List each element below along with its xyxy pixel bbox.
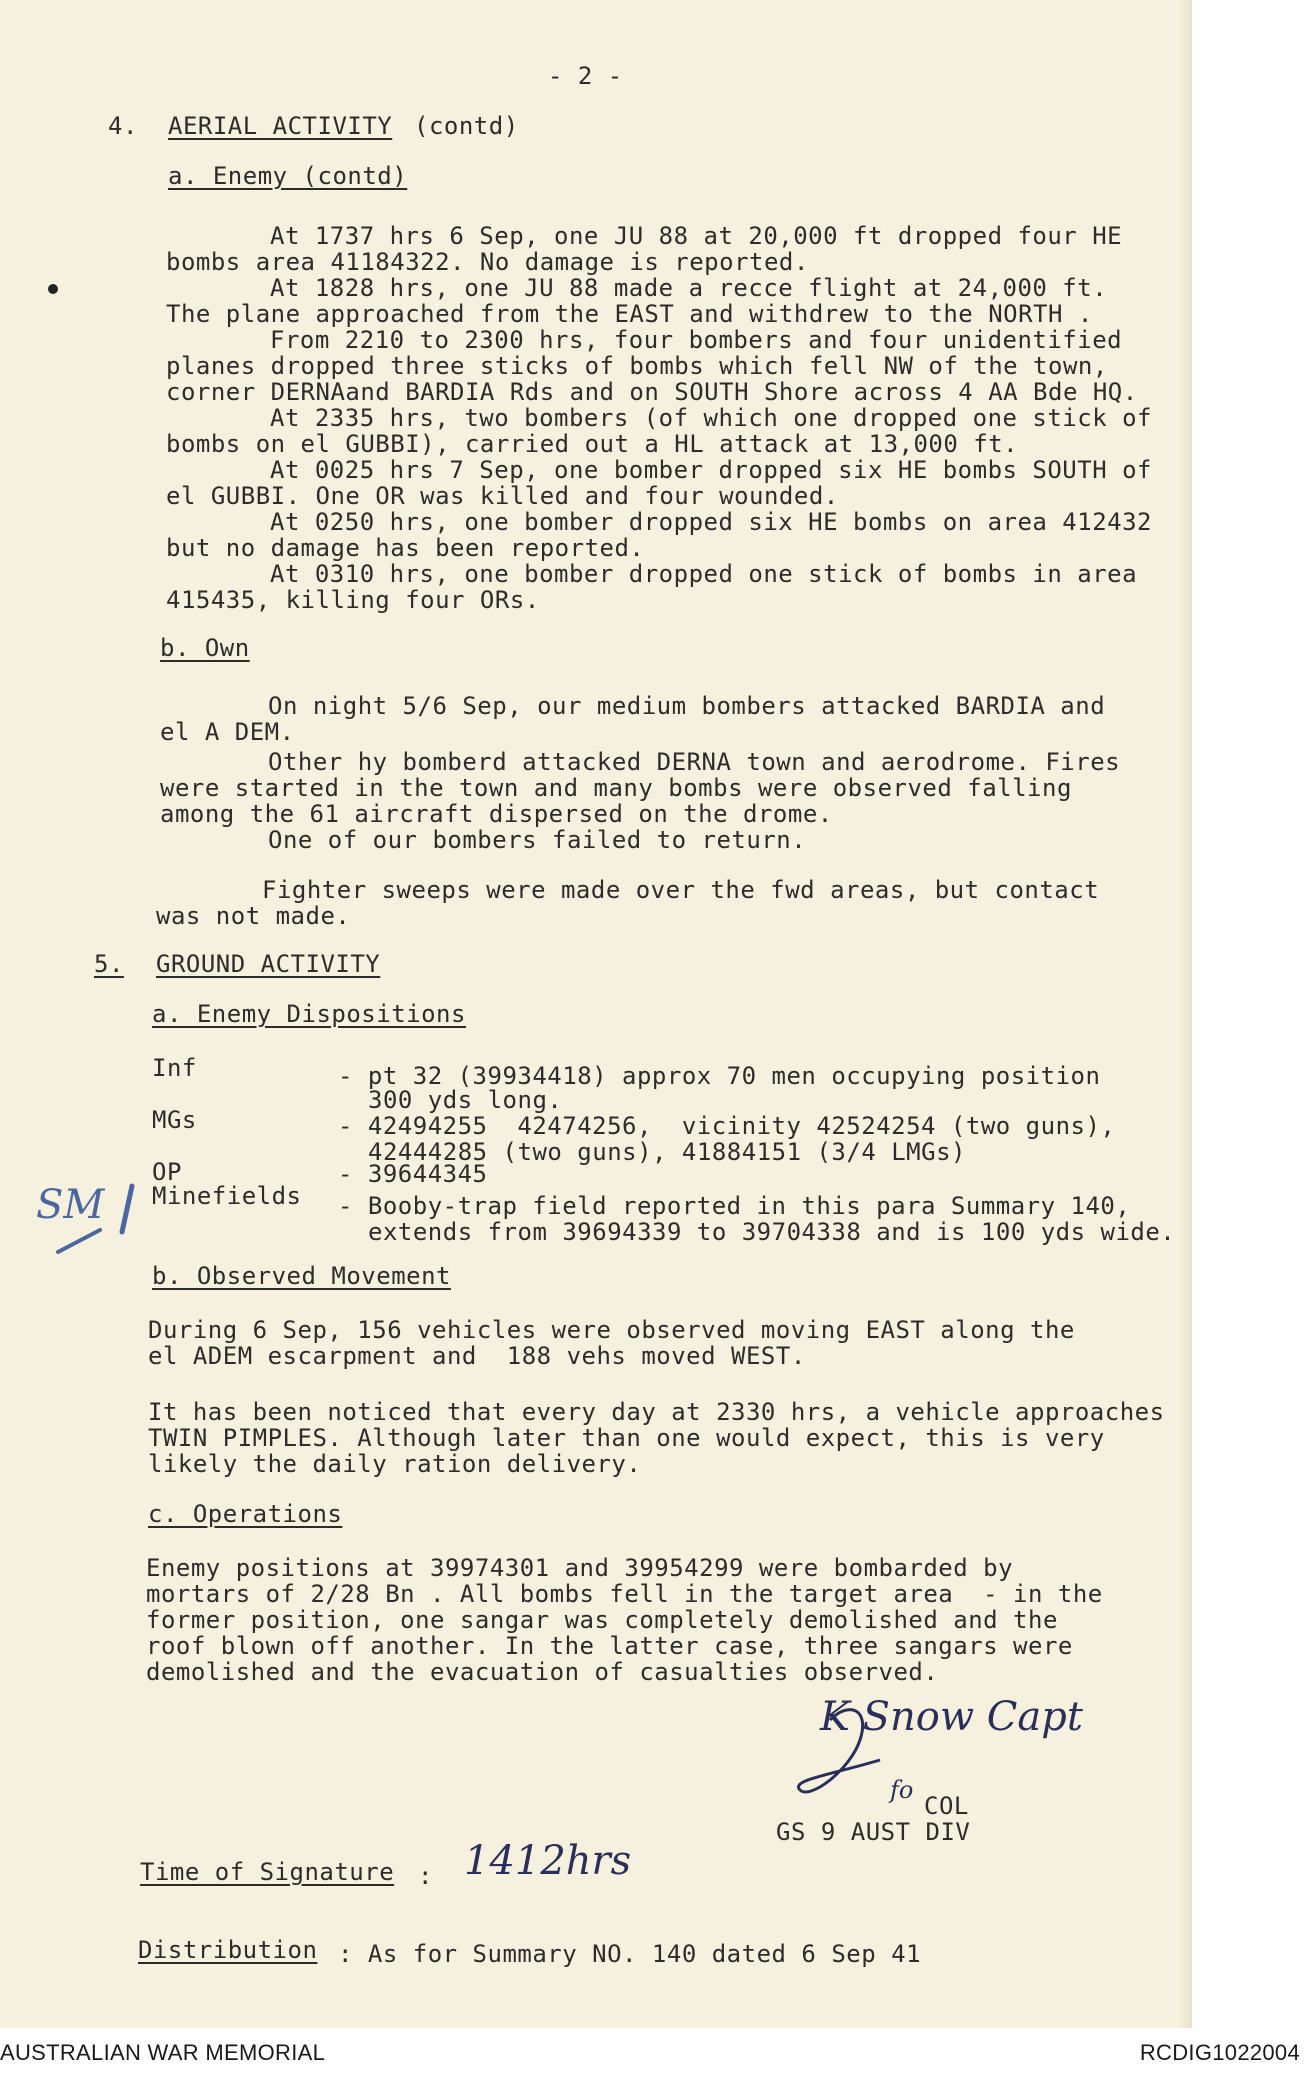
enemy-line: From 2210 to 2300 hrs, four bombers and four unidentified [270, 326, 1123, 354]
disposition-value: - 42494255 42474256, vicinity 42524254 (two guns), [338, 1112, 1116, 1140]
subheading-observed-movement: b. Observed Movement [152, 1262, 451, 1290]
operations-line: demolished and the evacuation of casualties observed. [146, 1658, 939, 1686]
page-number: - 2 - [548, 62, 623, 90]
enemy-line: bombs on el GUBBI), carried out a HL attack at 13,000 ft. [166, 430, 1019, 458]
enemy-line: At 0025 hrs 7 Sep, one bomber dropped six HE bombs SOUTH of [270, 456, 1153, 484]
margin-note-text: SM [36, 1182, 105, 1228]
own-line: el A DEM. [160, 718, 295, 746]
own-line: was not made. [156, 902, 351, 930]
footer-left: AUSTRALIAN WAR MEMORIAL [0, 2040, 326, 2065]
movement-line: el ADEM escarpment and 188 vehs moved WEST. [148, 1342, 806, 1370]
operations-line: mortars of 2/28 Bn . All bombs fell in the target area - in the [146, 1580, 1103, 1608]
subheading-dispositions: a. Enemy Dispositions [152, 1000, 466, 1028]
disposition-value: 300 yds long. [368, 1086, 563, 1114]
signature-for-mark: fo [890, 1776, 914, 1804]
subheading-enemy: a. Enemy (contd) [168, 162, 408, 190]
time-of-signature-value [460, 1830, 660, 1890]
disposition-value: - pt 32 (39934418) approx 70 men occupying position [338, 1062, 1101, 1090]
enemy-line: but no damage has been reported. [166, 534, 645, 562]
enemy-line: The plane approached from the EAST and withdrew to the NORTH . [166, 300, 1093, 328]
signature [790, 1680, 1130, 1810]
operations-line: former position, one sangar was completely demolished and the [146, 1606, 1058, 1634]
movement-line: It has been noticed that every day at 2330 hrs, a vehicle approaches [148, 1398, 1165, 1426]
margin-dot [48, 284, 58, 294]
distribution-label: Distribution [138, 1936, 318, 1964]
enemy-line: planes dropped three sticks of bombs which fell NW of the town, [166, 352, 1108, 380]
enemy-line: bombs area 41184322. No damage is reported. [166, 248, 809, 276]
section-4-heading-suffix: (contd) [414, 112, 519, 140]
time-of-signature-label: Time of Signature [140, 1858, 395, 1886]
operations-line: Enemy positions at 39974301 and 39954299 were bombarded by [146, 1554, 1014, 1582]
enemy-line: 415435, killing four ORs. [166, 586, 540, 614]
subheading-operations: c. Operations [148, 1500, 343, 1528]
enemy-line: At 1828 hrs, one JU 88 made a recce flight at 24,000 ft. [270, 274, 1108, 302]
distribution-text: : As for Summary NO. 140 dated 6 Sep 41 [338, 1940, 922, 1968]
section-5-number: 5. [94, 950, 124, 978]
signature-unit: GS 9 AUST DIV [776, 1818, 971, 1846]
enemy-line: el GUBBI. One OR was killed and four wounded. [166, 482, 839, 510]
footer-right: RCDIG1022004 [1139, 2040, 1300, 2065]
disposition-value: - Booby-trap field reported in this para Summary 140, [338, 1192, 1131, 1220]
time-of-signature-text: 1412hrs [464, 1838, 632, 1884]
own-line: among the 61 aircraft dispersed on the drome. [160, 800, 833, 828]
own-line: One of our bombers failed to return. [268, 826, 807, 854]
own-line: were started in the town and many bombs were observed falling [160, 774, 1072, 802]
disposition-value: - 39644345 [338, 1160, 488, 1188]
enemy-line: At 2335 hrs, two bombers (of which one dropped one stick of [270, 404, 1153, 432]
enemy-line: At 0310 hrs, one bomber dropped one stick of bombs in area [270, 560, 1138, 588]
movement-line: During 6 Sep, 156 vehicles were observed moving EAST along the [148, 1316, 1075, 1344]
signature-text: K Snow Capt [820, 1694, 1083, 1740]
own-line: On night 5/6 Sep, our medium bombers attacked BARDIA and [268, 692, 1106, 720]
disposition-label: OP [152, 1158, 182, 1186]
margin-note [36, 1180, 146, 1260]
disposition-value: 42444285 (two guns), 41884151 (3/4 LMGs) [368, 1138, 966, 1166]
signature-rank: COL [924, 1792, 969, 1820]
disposition-label: MGs [152, 1106, 197, 1134]
subheading-own: b. Own [160, 634, 250, 662]
section-5-heading: GROUND ACTIVITY [156, 950, 381, 978]
own-line: Fighter sweeps were made over the fwd areas, but contact [262, 876, 1100, 904]
movement-line: likely the daily ration delivery. [148, 1450, 642, 1478]
time-of-signature-colon: : [418, 1862, 433, 1890]
disposition-label: Inf [152, 1054, 197, 1082]
operations-line: roof blown off another. In the latter case, three sangars were [146, 1632, 1073, 1660]
enemy-line: corner DERNAand BARDIA Rds and on SOUTH Shore across 4 AA Bde HQ. [166, 378, 1138, 406]
enemy-line: At 1737 hrs 6 Sep, one JU 88 at 20,000 ft dropped four HE [270, 222, 1123, 250]
section-4-number: 4. [108, 112, 138, 140]
disposition-label: Minefields [152, 1182, 302, 1210]
movement-line: TWIN PIMPLES. Although later than one would expect, this is very [148, 1424, 1105, 1452]
own-line: Other hy bomberd attacked DERNA town and aerodrome. Fires [268, 748, 1121, 776]
enemy-line: At 0250 hrs, one bomber dropped six HE bombs on area 412432 [270, 508, 1153, 536]
disposition-value: extends from 39694339 to 39704338 and is 100 yds wide. [368, 1218, 1176, 1246]
section-4-heading: AERIAL ACTIVITY [168, 112, 393, 140]
